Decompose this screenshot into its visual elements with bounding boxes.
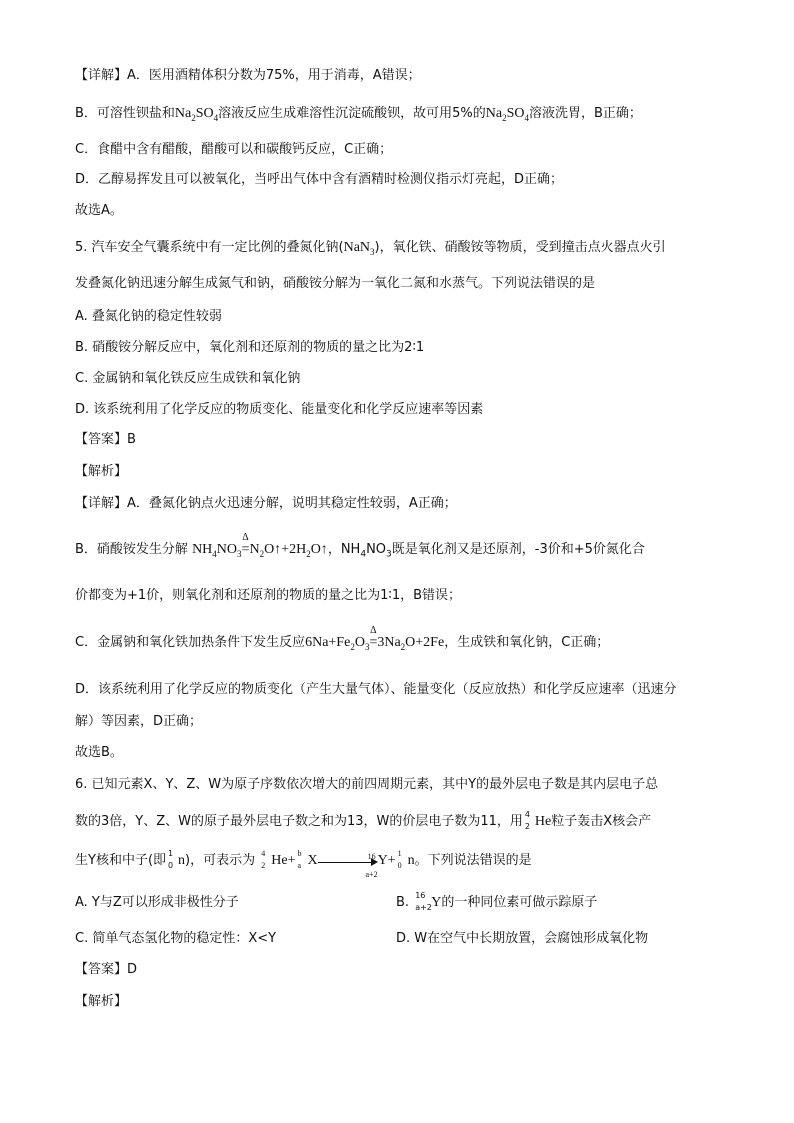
q5-detail-b-line1: B．硝酸铵发生分解 $NH_4NO_3$ Δ $=N_2O↑+2H_2O↑$，$NH_4NO_3$既是氧化剂又是还原剂，-3价和+5价氮化合	[75, 532, 645, 560]
formula-nan3: NaN$_3$	[343, 240, 375, 257]
q6-option-d: D. W在空气中长期放置，会腐蚀形成氧化物	[396, 931, 649, 946]
q4-detail-a: 【详解】A．医用酒精体积分数为75%，用于消毒，A错误；	[75, 68, 421, 83]
q6-stem-line1: 6. 已知元素X、Y、Z、W为原子序数依次增大的前四周期元素，其中Y的最外层电子数是其内层电子总	[75, 777, 659, 792]
q5-stem-line2: 发叠氮化钠迅速分解生成氮气和钠，硝酸铵分解为一氧化二氮和水蒸气。下列说法错误的是	[75, 276, 596, 291]
q6-option-b: B. 16 a+2 Y的一种同位素可做示踪原子	[396, 890, 598, 912]
q4-choose: 故选A。	[75, 203, 123, 218]
q5-answer: 【答案】B	[75, 432, 136, 447]
q6-analysis-label: 【解析】	[75, 994, 128, 1009]
q5-choose: 故选B。	[75, 745, 123, 760]
q6-option-a: A. Y与Z可以形成非极性分子	[75, 895, 239, 910]
nuclide-y16-index: 16 a+2	[415, 890, 432, 912]
nuclide-neutron-index: 1 0	[168, 848, 174, 870]
formula-na2so4: $Na_2SO_4$	[174, 106, 219, 123]
q4-detail-d: D．乙醇易挥发且可以被氧化，当呼出气体中含有酒精时检测仪指示灯亮起，D正确；	[75, 172, 564, 187]
q5-detail-b-line2: 价都变为+1价，则氧化剂和还原剂的物质的量之比为1∶1，B错误；	[75, 588, 462, 603]
q5-option-b: B. 硝酸铵分解反应中，氧化剂和还原剂的物质的量之比为2∶1	[75, 340, 425, 355]
q5-detail-a: 【详解】A．叠氮化钠点火迅速分解，说明其稳定性较弱，A正确；	[75, 496, 457, 511]
q5-detail-d-line2: 解）等因素，D正确；	[75, 714, 203, 729]
q5-option-a: A. 叠氮化钠的稳定性较弱	[75, 309, 222, 324]
equation-na-fe2o3: $6Na+Fe_2O_3$ Δ $=3Na_2O+2Fe$	[305, 625, 445, 652]
q4-detail-b: B．可溶性钡盐和$Na_2SO_4$溶液反应生成难溶性沉淀硫酸钡，故可用5%的$Na_2SO_4$溶液洗胃，B正确；	[75, 106, 642, 123]
reaction-arrow: 16 a+2	[318, 854, 378, 868]
q5-stem-line1: 5. 汽车安全气囊系统中有一定比例的叠氮化钠(NaN$_3$)，氧化铁、硝酸铵等物质，受到撞击点火器点火引	[75, 240, 666, 257]
q5-detail-d-line1: D．该系统利用了化学反应的物质变化（产生大量气体）、能量变化（反应放热）和化学反应速率（迅速分	[75, 682, 677, 697]
q6-answer: 【答案】D	[75, 962, 138, 977]
formula-na2so4: $Na_2SO_4$	[485, 106, 530, 123]
q5-option-d: D. 该系统利用了化学反应的物质变化、能量变化和化学反应速率等因素	[75, 402, 484, 417]
equation-nh4no3-decomposition: $NH_4NO_3$ Δ $=N_2O↑+2H_2O↑$	[192, 532, 328, 559]
q4-detail-c: C．食醋中含有醋酸，醋酸可以和碳酸钙反应，C正确；	[75, 142, 393, 157]
q5-option-c: C. 金属钠和氧化铁反应生成铁和氧化钠	[75, 371, 301, 386]
nuclear-reaction-equation: 4 2 He+ b a X 16 a+2 Y+ 1 0 n	[261, 848, 415, 879]
q6-stem-line3: 生Y核和中子(即 1 0 n)，可表示为 4 2 He+ b a X 16 a+2 Y+ 1 0 n。下列说法错误的是	[75, 848, 532, 879]
q6-stem-line2: 数的3倍，Y、Z、W的原子最外层电子数之和为13，W的价层电子数为11，用 4 2 He粒子轰击X核会产	[75, 809, 652, 831]
q6-option-c: C. 简单气态氢化物的稳定性：X<Y	[75, 931, 277, 946]
q5-detail-c: C．金属钠和氧化铁加热条件下发生反应$6Na+Fe_2O_3$ Δ $=3Na_2O+2Fe$，生成铁和氧化钠，C正确；	[75, 625, 610, 652]
q5-analysis-label: 【解析】	[75, 464, 128, 479]
nuclide-he4-index: 4 2	[524, 809, 531, 831]
